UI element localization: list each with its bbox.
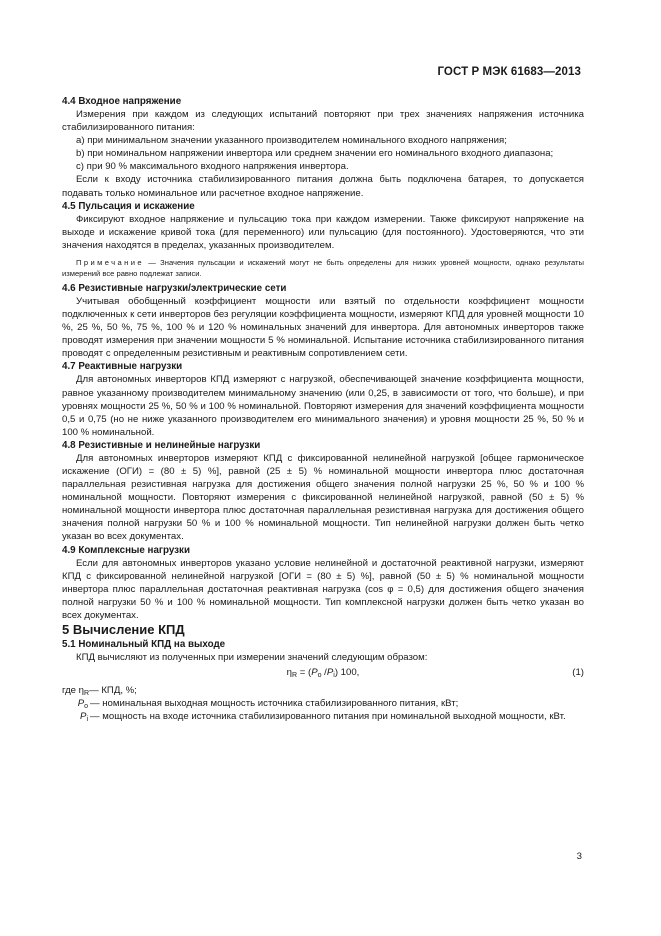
paragraph: Для автономных инверторов измеряют КПД с фиксированной нелинейной нагрузкой [общее гармоническое искажение (ОГИ) = (80 ± 5) %], равной (25 ± 5) % номинальной мощности инвертора плюс достаточная параллельная резистивная нагрузка для достижения общего значения полной нагрузки 25 %, 50 % и 100 % номинальной мощности. Повторяют измерения с фиксированной нелинейной нагрузкой, равной (50 ± 5) % номинальной мощности инвертора плюс достаточная параллельная резистивная нагрузка для достижения общего значения полной нагрузки 50 % и 100 % номинальной мощности. Тип нелинейной нагрузки должен быть четко указан во всех документах. xyxy=(62,452,584,543)
section-4-7-title: 4.7 Реактивные нагрузки xyxy=(62,361,183,373)
list-item-a: а) при минимальном значении указанного производителем номинального входного напряжения; xyxy=(76,135,507,147)
paragraph: Измерения при каждом из следующих испытаний повторяют при трех значениях напряжения источника стабилизированного питания: xyxy=(62,109,584,134)
legend-row-eta: где $\eta_R$ — КПД, %; xyxy=(62,685,137,698)
legend-row-po: $P_o$ — номинальная выходная мощность источника стабилизированного питания, кВт; xyxy=(62,697,584,710)
legend-symbol: $P_o$ xyxy=(77,698,88,711)
note-text: — Значения пульсации и искажений могут не быть определены для низких уровней мощности, однако результаты измерений все равно подлежат записи. xyxy=(62,257,584,278)
section-4-4-title: 4.4 Входное напряжение xyxy=(62,96,182,107)
note-label: Примечание xyxy=(76,257,144,267)
page-number: 3 xyxy=(576,851,582,862)
section-5-title: 5 Вычисление КПД xyxy=(62,622,185,637)
legend-row-pi: $P_i$ — мощность на входе источника стабилизированного питания при номинальной выходной мощности, кВт. xyxy=(62,710,584,723)
paragraph: КПД вычисляют из полученных при измерении значений следующим образом: xyxy=(76,652,428,663)
legend-symbol: $P_i$ xyxy=(80,711,88,724)
standard-header: ГОСТ Р МЭК 61683—2013 xyxy=(437,66,581,78)
section-4-6-title: 4.6 Резистивные нагрузки/электрические сети xyxy=(62,282,287,294)
formula-legend xyxy=(62,684,584,723)
list-item-c: c) при 90 % максимального входного напряжения инвертора. xyxy=(76,161,349,173)
paragraph: Если к входу источника стабилизированного питания должна быть подключена батарея, то допускается подавать только номинальное или расчетное входное напряжение. xyxy=(62,174,584,199)
paragraph: Фиксируют входное напряжение и пульсацию тока при каждом измерении. Также фиксируют напряжение на выходе и искажение кривой тока (для переменного) или пульсацию (для постоянного). Удостоверяются, что эти значения находятся в пределах, указанных производителем. xyxy=(62,213,584,251)
paragraph: Учитывая обобщенный коэффициент мощности или взятый по отдельности коэффициент мощности подключенных к сети инверторов без регуляции коэффициента мощности, измеряют КПД для уровней мощности 10 %, 25 %, 50 %, 75 %, 100 % и 120 % номинальных значений для инвертора. Для автономных инверторов также проводят измерения при значении мощности 5 % номинальной. Испытание источника стабилизированного питания проводят с определенным резистивным и реактивным сопротивлением сети. xyxy=(62,295,584,360)
section-5-1-title: 5.1 Номинальный КПД на выходе xyxy=(62,639,226,650)
list-item-b: b) при номинальном напряжении инвертора или среднем значении его номинального входного диапазона; xyxy=(76,148,554,160)
formula-1 xyxy=(62,666,584,680)
section-4-5-title: 4.5 Пульсация и искажение xyxy=(62,200,195,212)
section-4-9-title: 4.9 Комплексные нагрузки xyxy=(62,544,190,556)
section-4-8-title: 4.8 Резистивные и нелинейные нагрузки xyxy=(62,439,261,451)
paragraph: Для автономных инверторов КПД измеряют с нагрузкой, обеспечивающей значение коэффициента мощности, равное указанному производителем минимальному значению (или 0,25, в зависимости от того, что больше), и при уровнях мощности 25 %, 50 % и 100 % номинальной. Повторяют измерения для значений коэффициента мощности 0,5 и 0,75 (но не ниже указанного производителем его минимального значения) и уровня мощности 25 %, 50 % и 100 % номинальной. xyxy=(62,374,584,438)
note xyxy=(62,257,584,279)
legend-lead: где $\eta_R$ xyxy=(62,685,90,698)
paragraph: Если для автономных инверторов указано условие нелинейной и достаточной реактивной нагрузки, измеряют КПД с фиксированной нелинейной нагрузкой [ОГИ = (80 ± 5) %], равной (50 ± 5) % номинальной мощности инвертора плюс параллельная достаточная реактивная нагрузка (cos φ = 0,5) для достижения общего значения полной нагрузки 50 % и 100 % номинальной мощности. Тип комплексной нагрузки должен быть четко указан во всех документах. xyxy=(62,557,584,621)
formula-expression: $\eta_R = (P_o$ $/P_i$) 100, xyxy=(286,667,360,680)
page-content xyxy=(62,95,584,723)
formula-number: (1) xyxy=(572,667,584,679)
